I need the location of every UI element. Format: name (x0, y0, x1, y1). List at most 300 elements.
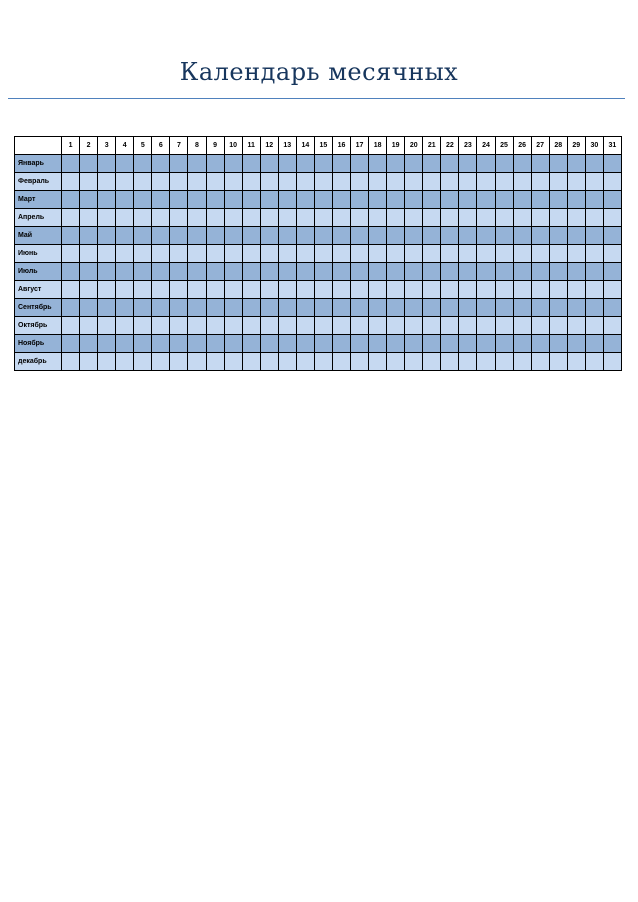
day-cell[interactable] (278, 335, 296, 353)
day-cell[interactable] (459, 353, 477, 371)
day-cell[interactable] (513, 227, 531, 245)
day-cell[interactable] (423, 299, 441, 317)
day-cell[interactable] (423, 191, 441, 209)
day-cell[interactable] (206, 263, 224, 281)
day-cell[interactable] (152, 281, 170, 299)
day-cell[interactable] (170, 191, 188, 209)
day-cell[interactable] (477, 227, 495, 245)
day-cell[interactable] (495, 263, 513, 281)
day-cell[interactable] (80, 191, 98, 209)
day-cell[interactable] (62, 173, 80, 191)
day-cell[interactable] (224, 155, 242, 173)
day-cell[interactable] (242, 245, 260, 263)
day-cell[interactable] (459, 191, 477, 209)
day-cell[interactable] (387, 317, 405, 335)
day-cell[interactable] (296, 353, 314, 371)
day-cell[interactable] (603, 227, 621, 245)
day-cell[interactable] (98, 245, 116, 263)
day-cell[interactable] (242, 299, 260, 317)
day-cell[interactable] (170, 353, 188, 371)
day-cell[interactable] (170, 209, 188, 227)
day-cell[interactable] (152, 335, 170, 353)
day-cell[interactable] (260, 263, 278, 281)
day-cell[interactable] (459, 227, 477, 245)
day-cell[interactable] (495, 155, 513, 173)
day-cell[interactable] (206, 227, 224, 245)
day-cell[interactable] (585, 173, 603, 191)
day-cell[interactable] (314, 299, 332, 317)
day-cell[interactable] (513, 353, 531, 371)
day-cell[interactable] (351, 191, 369, 209)
day-cell[interactable] (351, 155, 369, 173)
day-cell[interactable] (387, 227, 405, 245)
day-cell[interactable] (513, 191, 531, 209)
day-cell[interactable] (459, 155, 477, 173)
day-cell[interactable] (459, 263, 477, 281)
day-cell[interactable] (188, 209, 206, 227)
day-cell[interactable] (224, 227, 242, 245)
day-cell[interactable] (134, 317, 152, 335)
day-cell[interactable] (152, 317, 170, 335)
day-cell[interactable] (188, 335, 206, 353)
day-cell[interactable] (206, 353, 224, 371)
day-cell[interactable] (152, 353, 170, 371)
day-cell[interactable] (351, 227, 369, 245)
day-cell[interactable] (170, 245, 188, 263)
day-cell[interactable] (513, 317, 531, 335)
day-cell[interactable] (170, 281, 188, 299)
day-cell[interactable] (134, 245, 152, 263)
day-cell[interactable] (531, 209, 549, 227)
day-cell[interactable] (351, 317, 369, 335)
day-cell[interactable] (188, 281, 206, 299)
day-cell[interactable] (585, 353, 603, 371)
day-cell[interactable] (513, 245, 531, 263)
day-cell[interactable] (152, 245, 170, 263)
day-cell[interactable] (98, 353, 116, 371)
day-cell[interactable] (224, 263, 242, 281)
day-cell[interactable] (278, 317, 296, 335)
day-cell[interactable] (260, 317, 278, 335)
day-cell[interactable] (387, 263, 405, 281)
day-cell[interactable] (296, 335, 314, 353)
day-cell[interactable] (387, 155, 405, 173)
day-cell[interactable] (585, 245, 603, 263)
day-cell[interactable] (314, 227, 332, 245)
day-cell[interactable] (549, 191, 567, 209)
day-cell[interactable] (585, 263, 603, 281)
day-cell[interactable] (134, 173, 152, 191)
day-cell[interactable] (314, 155, 332, 173)
day-cell[interactable] (296, 155, 314, 173)
day-cell[interactable] (495, 227, 513, 245)
day-cell[interactable] (278, 227, 296, 245)
day-cell[interactable] (441, 155, 459, 173)
day-cell[interactable] (387, 299, 405, 317)
day-cell[interactable] (314, 209, 332, 227)
day-cell[interactable] (188, 245, 206, 263)
day-cell[interactable] (351, 281, 369, 299)
day-cell[interactable] (513, 209, 531, 227)
day-cell[interactable] (188, 191, 206, 209)
day-cell[interactable] (567, 155, 585, 173)
day-cell[interactable] (405, 173, 423, 191)
day-cell[interactable] (351, 335, 369, 353)
day-cell[interactable] (116, 173, 134, 191)
day-cell[interactable] (188, 227, 206, 245)
day-cell[interactable] (603, 263, 621, 281)
day-cell[interactable] (585, 191, 603, 209)
day-cell[interactable] (242, 263, 260, 281)
day-cell[interactable] (80, 317, 98, 335)
day-cell[interactable] (513, 335, 531, 353)
day-cell[interactable] (369, 155, 387, 173)
day-cell[interactable] (314, 245, 332, 263)
day-cell[interactable] (495, 317, 513, 335)
day-cell[interactable] (260, 335, 278, 353)
day-cell[interactable] (387, 281, 405, 299)
day-cell[interactable] (224, 173, 242, 191)
day-cell[interactable] (62, 335, 80, 353)
day-cell[interactable] (296, 191, 314, 209)
day-cell[interactable] (603, 209, 621, 227)
day-cell[interactable] (423, 281, 441, 299)
day-cell[interactable] (441, 281, 459, 299)
day-cell[interactable] (134, 191, 152, 209)
day-cell[interactable] (80, 263, 98, 281)
day-cell[interactable] (531, 281, 549, 299)
day-cell[interactable] (80, 299, 98, 317)
day-cell[interactable] (206, 173, 224, 191)
day-cell[interactable] (314, 335, 332, 353)
day-cell[interactable] (170, 299, 188, 317)
day-cell[interactable] (603, 245, 621, 263)
day-cell[interactable] (332, 245, 350, 263)
day-cell[interactable] (188, 317, 206, 335)
day-cell[interactable] (170, 155, 188, 173)
day-cell[interactable] (585, 209, 603, 227)
day-cell[interactable] (206, 191, 224, 209)
day-cell[interactable] (332, 299, 350, 317)
day-cell[interactable] (477, 317, 495, 335)
day-cell[interactable] (567, 245, 585, 263)
day-cell[interactable] (98, 281, 116, 299)
day-cell[interactable] (260, 209, 278, 227)
day-cell[interactable] (603, 335, 621, 353)
day-cell[interactable] (116, 263, 134, 281)
day-cell[interactable] (62, 155, 80, 173)
day-cell[interactable] (423, 173, 441, 191)
day-cell[interactable] (242, 209, 260, 227)
day-cell[interactable] (260, 191, 278, 209)
day-cell[interactable] (260, 281, 278, 299)
day-cell[interactable] (116, 335, 134, 353)
day-cell[interactable] (549, 173, 567, 191)
day-cell[interactable] (387, 209, 405, 227)
day-cell[interactable] (387, 245, 405, 263)
day-cell[interactable] (423, 227, 441, 245)
day-cell[interactable] (296, 281, 314, 299)
day-cell[interactable] (477, 353, 495, 371)
day-cell[interactable] (62, 281, 80, 299)
day-cell[interactable] (405, 281, 423, 299)
day-cell[interactable] (567, 317, 585, 335)
day-cell[interactable] (405, 209, 423, 227)
day-cell[interactable] (567, 173, 585, 191)
day-cell[interactable] (80, 281, 98, 299)
day-cell[interactable] (98, 299, 116, 317)
day-cell[interactable] (477, 299, 495, 317)
day-cell[interactable] (549, 227, 567, 245)
day-cell[interactable] (405, 227, 423, 245)
day-cell[interactable] (567, 299, 585, 317)
day-cell[interactable] (567, 191, 585, 209)
day-cell[interactable] (278, 209, 296, 227)
day-cell[interactable] (585, 227, 603, 245)
day-cell[interactable] (80, 209, 98, 227)
day-cell[interactable] (459, 281, 477, 299)
day-cell[interactable] (206, 335, 224, 353)
day-cell[interactable] (80, 245, 98, 263)
day-cell[interactable] (206, 281, 224, 299)
day-cell[interactable] (170, 263, 188, 281)
day-cell[interactable] (170, 173, 188, 191)
day-cell[interactable] (585, 317, 603, 335)
day-cell[interactable] (423, 335, 441, 353)
day-cell[interactable] (170, 335, 188, 353)
day-cell[interactable] (80, 155, 98, 173)
day-cell[interactable] (459, 317, 477, 335)
day-cell[interactable] (531, 335, 549, 353)
day-cell[interactable] (152, 209, 170, 227)
day-cell[interactable] (242, 281, 260, 299)
day-cell[interactable] (405, 191, 423, 209)
day-cell[interactable] (152, 173, 170, 191)
day-cell[interactable] (260, 227, 278, 245)
day-cell[interactable] (134, 263, 152, 281)
day-cell[interactable] (567, 335, 585, 353)
day-cell[interactable] (531, 173, 549, 191)
day-cell[interactable] (224, 281, 242, 299)
day-cell[interactable] (351, 263, 369, 281)
day-cell[interactable] (423, 353, 441, 371)
day-cell[interactable] (441, 263, 459, 281)
day-cell[interactable] (116, 209, 134, 227)
day-cell[interactable] (62, 317, 80, 335)
day-cell[interactable] (441, 299, 459, 317)
day-cell[interactable] (441, 317, 459, 335)
day-cell[interactable] (332, 335, 350, 353)
day-cell[interactable] (80, 353, 98, 371)
day-cell[interactable] (278, 191, 296, 209)
day-cell[interactable] (549, 299, 567, 317)
day-cell[interactable] (369, 191, 387, 209)
day-cell[interactable] (134, 299, 152, 317)
day-cell[interactable] (369, 263, 387, 281)
day-cell[interactable] (477, 335, 495, 353)
day-cell[interactable] (513, 263, 531, 281)
day-cell[interactable] (332, 353, 350, 371)
day-cell[interactable] (423, 263, 441, 281)
day-cell[interactable] (332, 227, 350, 245)
day-cell[interactable] (369, 281, 387, 299)
day-cell[interactable] (116, 299, 134, 317)
day-cell[interactable] (62, 245, 80, 263)
day-cell[interactable] (116, 155, 134, 173)
day-cell[interactable] (314, 191, 332, 209)
day-cell[interactable] (405, 353, 423, 371)
day-cell[interactable] (80, 173, 98, 191)
day-cell[interactable] (495, 245, 513, 263)
day-cell[interactable] (477, 245, 495, 263)
day-cell[interactable] (224, 209, 242, 227)
day-cell[interactable] (80, 227, 98, 245)
day-cell[interactable] (314, 263, 332, 281)
day-cell[interactable] (495, 335, 513, 353)
day-cell[interactable] (369, 353, 387, 371)
day-cell[interactable] (567, 281, 585, 299)
day-cell[interactable] (62, 299, 80, 317)
day-cell[interactable] (260, 299, 278, 317)
day-cell[interactable] (134, 353, 152, 371)
day-cell[interactable] (296, 227, 314, 245)
day-cell[interactable] (332, 281, 350, 299)
day-cell[interactable] (152, 299, 170, 317)
day-cell[interactable] (188, 155, 206, 173)
day-cell[interactable] (369, 173, 387, 191)
day-cell[interactable] (116, 245, 134, 263)
day-cell[interactable] (278, 263, 296, 281)
day-cell[interactable] (423, 155, 441, 173)
day-cell[interactable] (441, 227, 459, 245)
day-cell[interactable] (351, 209, 369, 227)
day-cell[interactable] (405, 335, 423, 353)
day-cell[interactable] (278, 245, 296, 263)
day-cell[interactable] (585, 335, 603, 353)
day-cell[interactable] (459, 299, 477, 317)
day-cell[interactable] (567, 227, 585, 245)
day-cell[interactable] (459, 245, 477, 263)
day-cell[interactable] (495, 353, 513, 371)
day-cell[interactable] (585, 155, 603, 173)
day-cell[interactable] (116, 353, 134, 371)
day-cell[interactable] (351, 353, 369, 371)
day-cell[interactable] (62, 353, 80, 371)
day-cell[interactable] (567, 209, 585, 227)
day-cell[interactable] (387, 335, 405, 353)
day-cell[interactable] (423, 317, 441, 335)
day-cell[interactable] (603, 155, 621, 173)
day-cell[interactable] (170, 227, 188, 245)
day-cell[interactable] (80, 335, 98, 353)
day-cell[interactable] (332, 191, 350, 209)
day-cell[interactable] (116, 317, 134, 335)
day-cell[interactable] (387, 173, 405, 191)
day-cell[interactable] (98, 317, 116, 335)
day-cell[interactable] (62, 209, 80, 227)
day-cell[interactable] (332, 209, 350, 227)
day-cell[interactable] (296, 317, 314, 335)
day-cell[interactable] (260, 245, 278, 263)
day-cell[interactable] (62, 227, 80, 245)
day-cell[interactable] (369, 245, 387, 263)
day-cell[interactable] (351, 245, 369, 263)
day-cell[interactable] (332, 263, 350, 281)
day-cell[interactable] (585, 299, 603, 317)
day-cell[interactable] (314, 281, 332, 299)
day-cell[interactable] (242, 335, 260, 353)
day-cell[interactable] (441, 173, 459, 191)
day-cell[interactable] (242, 353, 260, 371)
day-cell[interactable] (549, 155, 567, 173)
day-cell[interactable] (495, 173, 513, 191)
day-cell[interactable] (477, 191, 495, 209)
day-cell[interactable] (495, 209, 513, 227)
day-cell[interactable] (495, 281, 513, 299)
day-cell[interactable] (531, 263, 549, 281)
day-cell[interactable] (242, 173, 260, 191)
day-cell[interactable] (206, 299, 224, 317)
day-cell[interactable] (188, 299, 206, 317)
day-cell[interactable] (242, 191, 260, 209)
day-cell[interactable] (531, 245, 549, 263)
day-cell[interactable] (603, 353, 621, 371)
day-cell[interactable] (152, 191, 170, 209)
day-cell[interactable] (459, 173, 477, 191)
day-cell[interactable] (296, 263, 314, 281)
day-cell[interactable] (152, 155, 170, 173)
day-cell[interactable] (314, 353, 332, 371)
day-cell[interactable] (278, 353, 296, 371)
day-cell[interactable] (567, 353, 585, 371)
day-cell[interactable] (549, 281, 567, 299)
day-cell[interactable] (152, 263, 170, 281)
day-cell[interactable] (369, 209, 387, 227)
day-cell[interactable] (477, 209, 495, 227)
day-cell[interactable] (98, 263, 116, 281)
day-cell[interactable] (332, 173, 350, 191)
day-cell[interactable] (296, 299, 314, 317)
day-cell[interactable] (152, 227, 170, 245)
day-cell[interactable] (188, 173, 206, 191)
day-cell[interactable] (531, 227, 549, 245)
day-cell[interactable] (278, 173, 296, 191)
day-cell[interactable] (495, 191, 513, 209)
day-cell[interactable] (224, 335, 242, 353)
day-cell[interactable] (477, 155, 495, 173)
day-cell[interactable] (513, 155, 531, 173)
day-cell[interactable] (369, 227, 387, 245)
day-cell[interactable] (224, 245, 242, 263)
day-cell[interactable] (260, 155, 278, 173)
day-cell[interactable] (441, 191, 459, 209)
day-cell[interactable] (116, 281, 134, 299)
day-cell[interactable] (603, 173, 621, 191)
day-cell[interactable] (296, 209, 314, 227)
day-cell[interactable] (278, 299, 296, 317)
day-cell[interactable] (98, 173, 116, 191)
day-cell[interactable] (314, 173, 332, 191)
day-cell[interactable] (477, 281, 495, 299)
day-cell[interactable] (549, 317, 567, 335)
day-cell[interactable] (531, 191, 549, 209)
day-cell[interactable] (98, 209, 116, 227)
day-cell[interactable] (603, 299, 621, 317)
day-cell[interactable] (206, 245, 224, 263)
day-cell[interactable] (405, 299, 423, 317)
day-cell[interactable] (98, 227, 116, 245)
day-cell[interactable] (369, 317, 387, 335)
